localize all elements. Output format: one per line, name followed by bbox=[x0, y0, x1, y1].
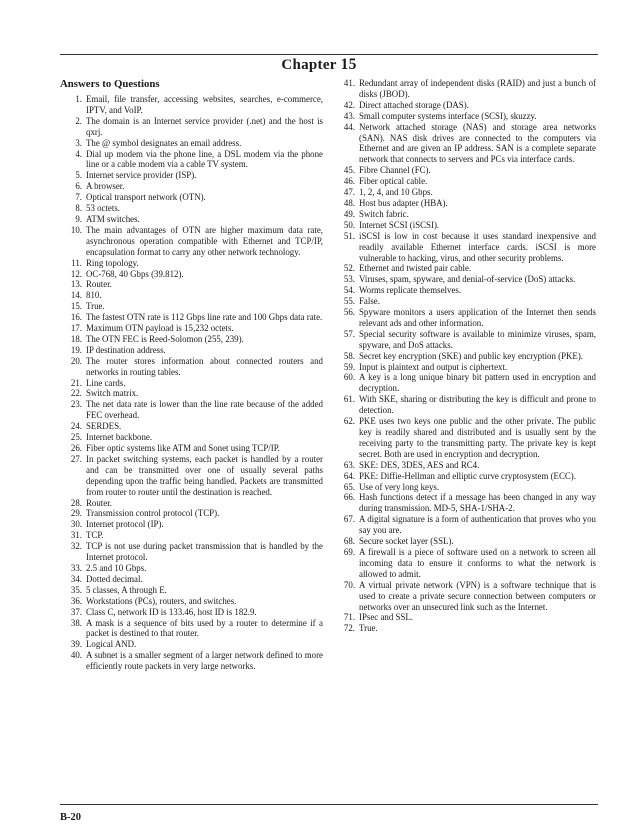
answer-item bbox=[333, 220, 596, 231]
answer-number: 72. bbox=[343, 623, 355, 634]
answer-item bbox=[60, 356, 323, 378]
answer-number: 26. bbox=[70, 443, 82, 453]
answer-item bbox=[333, 209, 596, 220]
answer-number: 63. bbox=[343, 459, 355, 470]
answer-item bbox=[333, 536, 596, 547]
answer-text: Fiber optic systems like ATM and Sonet using TCP/IP. bbox=[86, 443, 280, 453]
answer-number: 32. bbox=[70, 541, 82, 552]
answer-item bbox=[333, 492, 596, 514]
answer-number: 28. bbox=[70, 497, 82, 508]
answer-number: 69. bbox=[343, 546, 355, 557]
answer-item bbox=[60, 432, 323, 443]
answer-number: 17. bbox=[70, 323, 82, 334]
answer-text: The domain is an Internet service provider (.net) and the host is qxrj. bbox=[86, 115, 323, 137]
answer-item bbox=[60, 225, 323, 258]
answer-number: 14. bbox=[70, 290, 82, 301]
answer-item bbox=[60, 399, 323, 421]
answer-number: 58. bbox=[343, 350, 355, 361]
answer-item bbox=[333, 307, 596, 329]
answer-number: 11. bbox=[71, 257, 82, 268]
answer-number: 67. bbox=[343, 514, 355, 525]
answer-text: Class C, network ID is 133.46, host ID is 182.9. bbox=[86, 606, 257, 617]
answer-text: Viruses, spam, spyware, and denial-of-service (DoS) attacks. bbox=[359, 274, 576, 285]
answer-text: IPsec and SSL. bbox=[359, 612, 413, 623]
answer-item bbox=[333, 372, 596, 394]
answer-number: 31. bbox=[70, 530, 82, 541]
answer-item bbox=[60, 301, 323, 312]
answer-number: 57. bbox=[343, 328, 355, 339]
answer-text: Special security software is available to minimize viruses, spam, spyware, and DoS attacks. bbox=[359, 328, 596, 350]
answer-text: Switch matrix. bbox=[86, 388, 139, 399]
answer-item bbox=[60, 181, 323, 192]
answer-number: 54. bbox=[343, 285, 355, 296]
answer-number: 22. bbox=[70, 388, 82, 399]
answer-text: SERDES. bbox=[86, 421, 122, 432]
answers-column-left bbox=[60, 78, 323, 672]
answer-item bbox=[60, 596, 323, 607]
answer-number: 9. bbox=[75, 213, 82, 224]
answer-number: 61. bbox=[343, 394, 355, 405]
answer-item bbox=[333, 231, 596, 264]
answer-item bbox=[333, 100, 596, 111]
answer-item bbox=[333, 111, 596, 122]
answer-text: Fibre Channel (FC). bbox=[359, 165, 431, 176]
answer-text: 1, 2, 4, and 10 Gbps. bbox=[359, 187, 433, 198]
answer-item bbox=[60, 421, 323, 432]
answer-text: SKE: DES, 3DES, AES and RC4. bbox=[359, 459, 480, 470]
answer-text: A digital signature is a form of authentication that proves who you say you are. bbox=[359, 514, 596, 536]
answer-text: A mask is a sequence of bits used by a router to determine if a packet is destined to that router. bbox=[86, 617, 323, 639]
answer-text: TCP is not use during packet transmission that is handled by the Internet protocol. bbox=[86, 541, 323, 563]
answer-item bbox=[333, 296, 596, 307]
bottom-rule bbox=[60, 804, 598, 805]
answer-text: Internet backbone. bbox=[86, 432, 153, 443]
answer-item bbox=[333, 329, 596, 351]
answer-text: Secret key encryption (SKE) and public key encryption (PKE). bbox=[359, 350, 584, 361]
answer-item bbox=[333, 482, 596, 493]
answer-text: Internet SCSI (iSCSI). bbox=[359, 219, 440, 230]
answer-number: 49. bbox=[343, 208, 355, 219]
answer-item bbox=[333, 580, 596, 613]
answer-text: A browser. bbox=[86, 181, 125, 192]
answer-number: 42. bbox=[343, 99, 355, 110]
top-rule bbox=[60, 54, 598, 55]
answer-item bbox=[60, 519, 323, 530]
answer-item bbox=[60, 618, 323, 640]
answer-text: Router. bbox=[86, 279, 112, 290]
answer-number: 21. bbox=[70, 377, 82, 388]
answer-text: Logical AND. bbox=[86, 639, 137, 650]
answer-number: 1. bbox=[75, 94, 82, 104]
answer-text: OC-768, 40 Gbps (39.812). bbox=[86, 268, 184, 279]
answer-text: The fastest OTN rate is 112 Gbps line rate and 100 Gbps data rate. bbox=[86, 312, 323, 323]
answer-number: 30. bbox=[70, 519, 82, 530]
answer-item bbox=[60, 388, 323, 399]
answer-text: 53 octets. bbox=[86, 203, 121, 214]
section-title: Answers to Questions bbox=[60, 78, 160, 90]
answer-text: Redundant array of independent disks (RAID) and just a bunch of disks (JBOD). bbox=[359, 78, 596, 99]
answer-number: 25. bbox=[70, 432, 82, 443]
answer-text: Line cards. bbox=[86, 377, 126, 388]
answer-text: Workstations (PCs), routers, and switches. bbox=[86, 595, 237, 606]
answer-text: The main advantages of OTN are higher maximum data rate, asynchronous operation compatible with Ethernet and TCP/IP, encapsulation format to carry any other network technology. bbox=[86, 224, 323, 257]
answer-number: 66. bbox=[343, 492, 355, 503]
answer-text: Dotted decimal. bbox=[86, 573, 143, 584]
answer-item bbox=[333, 78, 596, 100]
answer-number: 45. bbox=[343, 165, 355, 176]
answer-item bbox=[60, 269, 323, 280]
answer-number: 19. bbox=[70, 344, 82, 355]
answer-list-right bbox=[333, 78, 596, 634]
answer-number: 44. bbox=[343, 121, 355, 132]
answer-text: The router stores information about connected routers and networks in routing tables. bbox=[86, 355, 323, 377]
answer-item bbox=[333, 263, 596, 274]
answer-item bbox=[60, 607, 323, 618]
answer-item bbox=[60, 214, 323, 225]
answer-item bbox=[60, 378, 323, 389]
answer-item bbox=[60, 508, 323, 519]
answer-number: 29. bbox=[70, 508, 82, 519]
answer-number: 50. bbox=[343, 219, 355, 230]
answer-text: Ring topology. bbox=[86, 257, 139, 268]
answer-item bbox=[60, 639, 323, 650]
answer-text: IP destination address. bbox=[86, 344, 166, 355]
answer-text: Dial up modem via the phone line, a DSL modem via the phone line or a cable modem via a cable TV system. bbox=[86, 148, 323, 170]
answer-number: 47. bbox=[343, 187, 355, 198]
answer-text: A subnet is a smaller segment of a larger network defined to more efficiently route packets in very large networks. bbox=[86, 650, 323, 672]
answer-list-left bbox=[60, 94, 323, 672]
answer-number: 15. bbox=[70, 301, 82, 312]
answer-number: 7. bbox=[75, 192, 82, 203]
answer-number: 16. bbox=[70, 312, 82, 323]
answer-number: 23. bbox=[70, 399, 82, 410]
chapter-number: 15 bbox=[340, 56, 357, 73]
answer-number: 56. bbox=[343, 307, 355, 318]
page-number: B-20 bbox=[60, 812, 81, 823]
answer-item bbox=[333, 176, 596, 187]
answer-number: 59. bbox=[343, 361, 355, 372]
answer-item bbox=[333, 416, 596, 460]
answer-number: 52. bbox=[343, 263, 355, 274]
answer-text: Ethernet and twisted pair cable. bbox=[359, 263, 472, 274]
answer-text: Direct attached storage (DAS). bbox=[359, 99, 469, 110]
answer-number: 60. bbox=[343, 372, 355, 383]
answer-item bbox=[333, 623, 596, 634]
answer-item bbox=[60, 279, 323, 290]
answer-number: 39. bbox=[70, 639, 82, 650]
answer-item bbox=[60, 498, 323, 509]
answer-item bbox=[333, 514, 596, 536]
answer-text: In packet switching systems, each packet is handled by a router and can be transmitted over one of usually several paths depending upon the traffic being handled. Packets are transmitted from router to router until the destination is reached. bbox=[86, 453, 323, 497]
answer-text: Worms replicate themselves. bbox=[359, 285, 462, 296]
answers-column-right bbox=[333, 78, 596, 634]
answer-text: A key is a long unique binary bit pattern used in encryption and decryption. bbox=[359, 372, 596, 394]
answer-number: 38. bbox=[70, 617, 82, 628]
answer-number: 46. bbox=[343, 176, 355, 187]
answer-number: 55. bbox=[343, 296, 355, 307]
answer-item bbox=[60, 345, 323, 356]
answer-number: 27. bbox=[70, 453, 82, 464]
answer-text: Network attached storage (NAS) and storage area networks (SAN). NAS disk drives are connected to the computers via Ethernet and are given an IP address. SAN is a complete separate network that connects to servers and PCs via interface cards. bbox=[359, 121, 596, 165]
answer-text: With SKE, sharing or distributing the key is difficult and prone to detection. bbox=[359, 394, 596, 416]
answer-text: The net data rate is lower than the line rate because of the added FEC overhead. bbox=[86, 399, 323, 421]
answer-item bbox=[333, 471, 596, 482]
answer-item bbox=[333, 285, 596, 296]
answer-item bbox=[60, 454, 323, 498]
answer-number: 43. bbox=[343, 110, 355, 121]
answer-number: 3. bbox=[75, 137, 82, 148]
answer-number: 12. bbox=[70, 268, 82, 279]
answer-text: Email, file transfer, accessing websites, searches, e-commerce, IPTV, and VoIP. bbox=[86, 94, 323, 115]
answer-number: 70. bbox=[343, 579, 355, 590]
answer-number: 8. bbox=[75, 203, 82, 214]
answer-text: ATM switches. bbox=[86, 213, 140, 224]
answer-text: 2.5 and 10 Gbps. bbox=[86, 562, 147, 573]
answer-text: The @ symbol designates an email address. bbox=[86, 137, 242, 148]
answer-text: Router. bbox=[86, 497, 112, 508]
chapter-label: Chapter bbox=[281, 57, 337, 73]
answer-text: PKE uses two keys one public and the other private. The public key is readily shared and distributed and is usually sent by the receiving party to the transmitting party. The private key is kept secret. Both are used in encryption and decryption. bbox=[359, 416, 596, 459]
answer-item bbox=[60, 574, 323, 585]
chapter-heading bbox=[0, 56, 638, 74]
answer-number: 33. bbox=[70, 562, 82, 573]
answer-text: The OTN FEC is Reed-Solomon (255, 239). bbox=[86, 333, 244, 344]
answer-text: A virtual private network (VPN) is a software technique that is used to create a private secure connection between computers or networks over an unsecured link such as the Internet. bbox=[359, 579, 596, 612]
answer-item bbox=[333, 274, 596, 285]
answer-item bbox=[60, 149, 323, 171]
answer-item bbox=[333, 547, 596, 580]
answer-number: 40. bbox=[70, 650, 82, 661]
answer-text: Use of very long keys. bbox=[359, 481, 440, 492]
answer-number: 24. bbox=[70, 421, 82, 432]
answer-number: 71. bbox=[343, 612, 355, 623]
answer-item bbox=[60, 116, 323, 138]
answer-text: Spyware monitors a users application of the Internet then sends relevant ads and other information. bbox=[359, 307, 596, 328]
answer-text: A firewall is a piece of software used on a network to screen all incoming data to ensure it conforms to what the network is allowed to admit. bbox=[359, 546, 596, 579]
answer-item bbox=[60, 290, 323, 301]
answer-item bbox=[333, 394, 596, 416]
answer-item bbox=[60, 94, 323, 116]
answer-text: 810. bbox=[86, 290, 102, 301]
answer-text: Host bus adapter (HBA). bbox=[359, 197, 448, 208]
answer-number: 37. bbox=[70, 606, 82, 617]
answer-number: 6. bbox=[75, 181, 82, 192]
answer-text: Fiber optical cable. bbox=[359, 176, 428, 187]
answer-item bbox=[60, 334, 323, 345]
answer-text: Small computer systems interface (SCSI), skuzzy. bbox=[359, 110, 537, 121]
answer-text: Maximum OTN payload is 15,232 octets. bbox=[86, 323, 234, 334]
answer-number: 13. bbox=[70, 279, 82, 290]
answer-number: 35. bbox=[70, 584, 82, 595]
answer-text: iSCSI is low in cost because it uses standard inexpensive and readily available Ethernet interface cards. iSCSI is more vulnerable to hacking, virus, and other security problems. bbox=[359, 230, 596, 263]
answer-number: 41. bbox=[343, 78, 355, 88]
answer-item bbox=[333, 122, 596, 166]
answer-text: Switch fabric. bbox=[359, 208, 409, 219]
answer-number: 4. bbox=[75, 148, 82, 159]
answer-number: 64. bbox=[343, 470, 355, 481]
answer-item bbox=[60, 192, 323, 203]
answer-item bbox=[333, 612, 596, 623]
answer-text: True. bbox=[86, 301, 105, 312]
answer-item bbox=[333, 460, 596, 471]
answer-item bbox=[60, 563, 323, 574]
answer-number: 18. bbox=[70, 333, 82, 344]
answer-item bbox=[60, 541, 323, 563]
answer-number: 48. bbox=[343, 197, 355, 208]
answer-item bbox=[60, 443, 323, 454]
answer-item bbox=[333, 165, 596, 176]
answer-number: 36. bbox=[70, 595, 82, 606]
answer-text: 5 classes, A through E. bbox=[86, 584, 167, 595]
answer-item bbox=[333, 187, 596, 198]
answer-number: 65. bbox=[343, 481, 355, 492]
answer-item bbox=[60, 170, 323, 181]
answer-item bbox=[60, 585, 323, 596]
answer-number: 51. bbox=[343, 230, 355, 241]
answer-number: 62. bbox=[343, 416, 355, 427]
answer-item bbox=[60, 258, 323, 269]
answer-item bbox=[333, 351, 596, 362]
answer-text: Secure socket layer (SSL). bbox=[359, 536, 454, 547]
answer-item bbox=[333, 362, 596, 373]
answer-item bbox=[60, 530, 323, 541]
answer-item bbox=[333, 198, 596, 209]
answer-text: False. bbox=[359, 296, 380, 307]
answer-text: Internet protocol (IP). bbox=[86, 519, 164, 530]
answer-text: Internet service provider (ISP). bbox=[86, 170, 197, 181]
answer-item bbox=[60, 323, 323, 334]
answer-number: 68. bbox=[343, 536, 355, 547]
answer-text: TCP. bbox=[86, 530, 104, 541]
answer-item bbox=[60, 138, 323, 149]
answer-text: Transmission control protocol (TCP). bbox=[86, 508, 220, 519]
answer-number: 5. bbox=[75, 170, 82, 181]
answer-number: 20. bbox=[70, 355, 82, 366]
answer-text: True. bbox=[359, 623, 378, 634]
answer-text: Optical transport network (OTN). bbox=[86, 192, 206, 203]
answer-number: 34. bbox=[70, 573, 82, 584]
answer-text: Input is plaintext and output is ciphertext. bbox=[359, 361, 508, 372]
answer-item bbox=[60, 203, 323, 214]
answer-text: PKE: Diffie-Hellman and elliptic curve cryptosystem (ECC). bbox=[359, 470, 576, 481]
answer-item bbox=[60, 650, 323, 672]
answer-number: 10. bbox=[70, 224, 82, 235]
answer-number: 2. bbox=[75, 115, 82, 126]
answer-number: 53. bbox=[343, 274, 355, 285]
answer-item bbox=[60, 312, 323, 323]
answer-text: Hash functions detect if a message has been changed in any way during transmission. MD-5, SHA-1/SHA-2. bbox=[359, 492, 596, 514]
